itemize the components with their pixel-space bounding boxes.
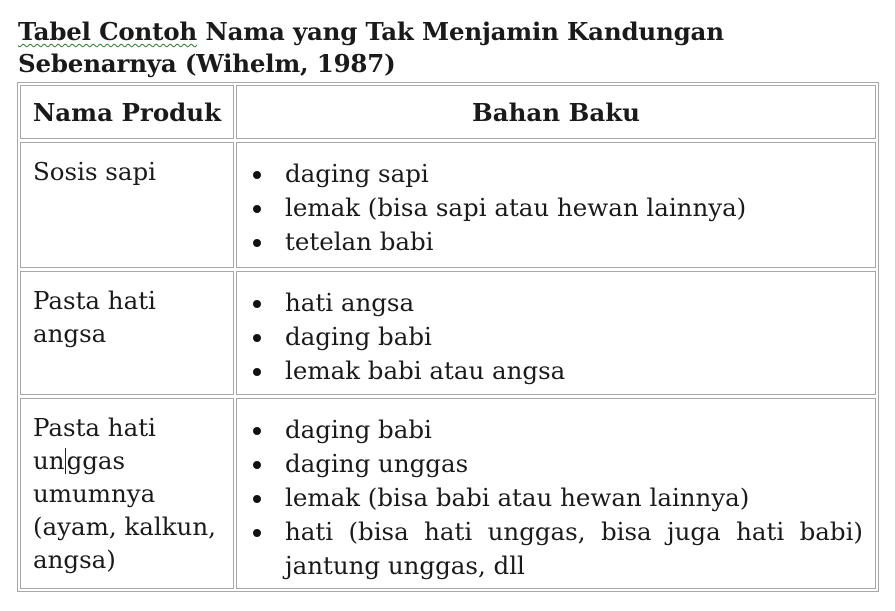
table-row-1-ingredients-cell [236, 142, 876, 268]
bullet-icon [253, 529, 261, 537]
bullet-icon [253, 461, 261, 469]
caption-spellcheck-text: Tabel Contoh [18, 17, 198, 46]
header-cell-product [20, 85, 234, 139]
ingredient-list [251, 286, 863, 388]
list-item [251, 225, 863, 259]
ingredient-text: hati angsa [285, 288, 415, 317]
product-name [33, 411, 229, 576]
bullet-icon [253, 427, 261, 435]
product-name [33, 155, 229, 188]
ingredients-table [17, 82, 879, 592]
ingredient-text: lemak (bisa babi atau hewan lainnya) [285, 483, 750, 512]
ingredient-text: daging sapi [285, 159, 429, 188]
list-item [251, 481, 863, 515]
list-item [251, 320, 863, 354]
product-name-line: Pasta hati [33, 286, 156, 315]
ingredient-list [251, 157, 863, 259]
list-item [251, 157, 863, 191]
table-row-3-product-cell [20, 398, 234, 589]
caption-text: Nama yang Tak Menjamin Kandungan Sebenarnya (Wihelm, 1987) [18, 17, 724, 78]
product-name-line: umumnya [33, 479, 156, 508]
list-item [251, 354, 863, 388]
bullet-icon [253, 368, 261, 376]
ingredient-text: daging unggas [285, 449, 469, 478]
bullet-icon [253, 300, 261, 308]
list-item [251, 515, 863, 583]
bullet-icon [253, 205, 261, 213]
ingredient-text: lemak babi atau angsa [285, 356, 566, 385]
ingredient-text: lemak (bisa sapi atau hewan lainnya) [285, 193, 747, 222]
table-row-3-ingredients-cell [236, 398, 876, 589]
header-ingredients-label: Bahan Baku [472, 97, 640, 127]
header-cell-ingredients [236, 85, 876, 139]
ingredient-list [251, 413, 863, 583]
product-name-line: ggas [66, 446, 126, 475]
bullet-icon [253, 239, 261, 247]
ingredient-text: hati (bisa hati unggas, bisa juga hati babi) jantung unggas, dll [285, 517, 863, 580]
ingredient-text: tetelan babi [285, 227, 434, 256]
table-row-2-product-cell [20, 271, 234, 395]
bullet-icon [253, 495, 261, 503]
product-name-line: angsa) [33, 545, 116, 574]
table-row-1-product-cell [20, 142, 234, 268]
product-name [33, 284, 229, 350]
product-name-line: angsa [33, 319, 107, 348]
list-item [251, 191, 863, 225]
product-name-line: un [33, 446, 65, 475]
ingredient-text: daging babi [285, 322, 432, 351]
ingredient-text: daging babi [285, 415, 432, 444]
product-name-line: Pasta hati [33, 413, 156, 442]
list-item [251, 447, 863, 481]
table-caption [18, 16, 878, 80]
bullet-icon [253, 334, 261, 342]
bullet-icon [253, 171, 261, 179]
header-product-label: Nama Produk [32, 97, 222, 127]
list-item [251, 413, 863, 447]
product-name-line: Sosis sapi [33, 157, 157, 186]
table-row-2-ingredients-cell [236, 271, 876, 395]
product-name-line: (ayam, kalkun, [33, 512, 216, 541]
list-item [251, 286, 863, 320]
